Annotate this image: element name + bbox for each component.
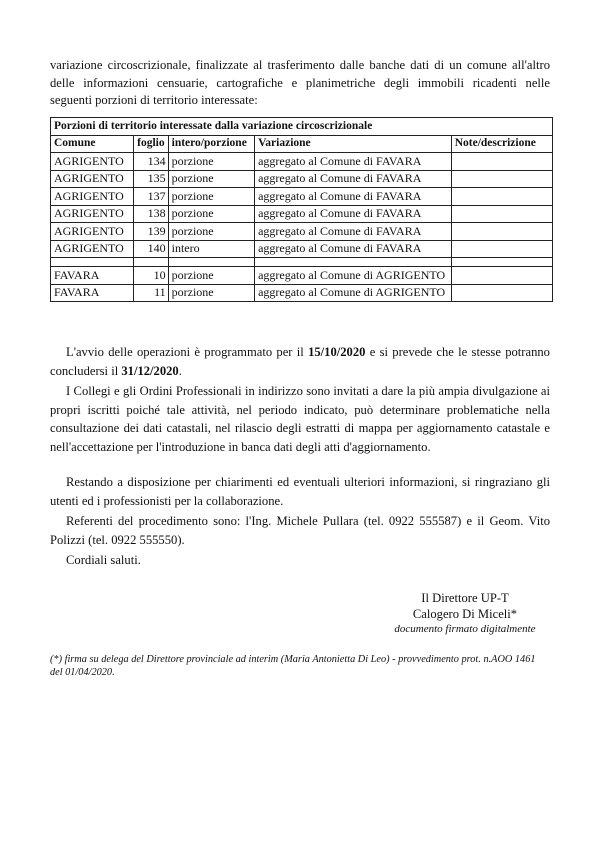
table-row [51, 170, 553, 188]
intro-line-3: seguenti porzioni di territorio interessate: [50, 93, 258, 107]
paragraph-saluti: Cordiali saluti. [66, 553, 141, 567]
footnote: (*) firma su delega del Direttore provinciale ad interim (Maria Antonietta Di Leo) - provvedimento prot. n.AOO 1461 del 01/04/2020. [50, 654, 536, 678]
paragraph-divulgazione: I Collegi e gli Ordini Professionali in indirizzo sono invitati a dare la più ampia divulgazione ai propri iscritti poiché tale attività, nel periodo indicato, può determinare problematiche nella consultazione dei dati catastali, nel rilascio degli estratti di mappa per aggiornamento catastale e nell'accettazione per l'introduzione in banca dati degli atti d'aggiornamento. [50, 384, 550, 454]
cell-note [451, 240, 552, 258]
start-date: 15/10/2020 [308, 345, 366, 359]
cell-comune: AGRIGENTO [51, 240, 134, 258]
cell-foglio: 135 [134, 170, 168, 188]
cell-foglio: 138 [134, 205, 168, 223]
cell-intero-porzione: porzione [168, 188, 254, 206]
spacer-cell [168, 258, 254, 267]
cell-foglio: 134 [134, 153, 168, 171]
cell-comune: AGRIGENTO [51, 170, 134, 188]
paragraph-referenti: Referenti del procedimento sono: l'Ing. Michele Pullara (tel. 0922 555587) e il Geom. Vito Polizzi (tel. 0922 555550). [50, 514, 550, 547]
cell-variazione: aggregato al Comune di FAVARA [255, 170, 452, 188]
cell-variazione: aggregato al Comune di FAVARA [255, 188, 452, 206]
cell-comune: FAVARA [51, 284, 134, 302]
paragraph-schedule: L'avvio delle operazioni è programmato per il 15/10/2020 e si prevede che le stesse potranno concludersi il 31/12/2020. [50, 345, 550, 378]
table-row [51, 188, 553, 206]
table-row [51, 284, 553, 302]
cell-intero-porzione: porzione [168, 267, 254, 285]
cell-intero-porzione: porzione [168, 170, 254, 188]
cell-comune: AGRIGENTO [51, 153, 134, 171]
cell-note [451, 223, 552, 241]
spacer-cell [255, 258, 452, 267]
cell-foglio: 139 [134, 223, 168, 241]
table-row [51, 205, 553, 223]
table-caption: Porzioni di territorio interessate dalla variazione circoscrizionale [51, 118, 553, 136]
cell-comune: AGRIGENTO [51, 188, 134, 206]
cell-intero-porzione: intero [168, 240, 254, 258]
signer-title: Il Direttore UP-T [421, 591, 509, 605]
intro-paragraph [50, 57, 550, 110]
cell-note [451, 170, 552, 188]
header-note: Note/descrizione [451, 135, 552, 153]
paragraph-chiarimenti: Restando a disposizione per chiarimenti ed eventuali ulteriori informazioni, si ringraziano gli utenti ed i professionisti per la collaborazione. [50, 475, 550, 508]
cell-variazione: aggregato al Comune di AGRIGENTO [255, 267, 452, 285]
table-header-row [51, 135, 553, 153]
cell-note [451, 153, 552, 171]
cell-foglio: 137 [134, 188, 168, 206]
table-spacer-row [51, 258, 553, 267]
signature-note: documento firmato digitalmente [394, 623, 536, 635]
cell-note [451, 205, 552, 223]
cell-variazione: aggregato al Comune di FAVARA [255, 153, 452, 171]
table-row [51, 153, 553, 171]
intro-line-2: delle informazioni censuarie, cartografiche e planimetriche degli immobili ricadenti nelle [50, 75, 550, 90]
signature-block [380, 591, 550, 638]
cell-foglio: 11 [134, 284, 168, 302]
table-caption-row [51, 118, 553, 136]
cell-intero-porzione: porzione [168, 223, 254, 241]
end-date: 31/12/2020 [121, 363, 179, 378]
cell-variazione: aggregato al Comune di FAVARA [255, 205, 452, 223]
cell-intero-porzione: porzione [168, 153, 254, 171]
cell-comune: AGRIGENTO [51, 205, 134, 223]
cell-variazione: aggregato al Comune di AGRIGENTO [255, 284, 452, 302]
cell-foglio: 10 [134, 267, 168, 285]
table-row [51, 223, 553, 241]
spacer-cell [134, 258, 168, 267]
header-comune: Comune [51, 135, 134, 153]
cell-comune: FAVARA [51, 267, 134, 285]
territory-table [50, 117, 553, 302]
cell-note [451, 284, 552, 302]
header-foglio: foglio [134, 135, 168, 153]
cell-comune: AGRIGENTO [51, 223, 134, 241]
table-row [51, 240, 553, 258]
intro-line-1: variazione circoscrizionale, finalizzate al trasferimento dalle banche dati di un comune all'altro [50, 58, 550, 72]
table-row [51, 267, 553, 285]
cell-note [451, 188, 552, 206]
signer-name: Calogero Di Miceli* [412, 606, 518, 621]
header-intero-porzione: intero/porzione [168, 135, 254, 153]
spacer-cell [51, 258, 134, 267]
spacer-cell [451, 258, 552, 267]
cell-note [451, 267, 552, 285]
cell-variazione: aggregato al Comune di FAVARA [255, 223, 452, 241]
cell-variazione: aggregato al Comune di FAVARA [255, 240, 452, 258]
cell-foglio: 140 [134, 240, 168, 258]
cell-intero-porzione: porzione [168, 284, 254, 302]
cell-intero-porzione: porzione [168, 205, 254, 223]
header-variazione: Variazione [255, 135, 452, 153]
